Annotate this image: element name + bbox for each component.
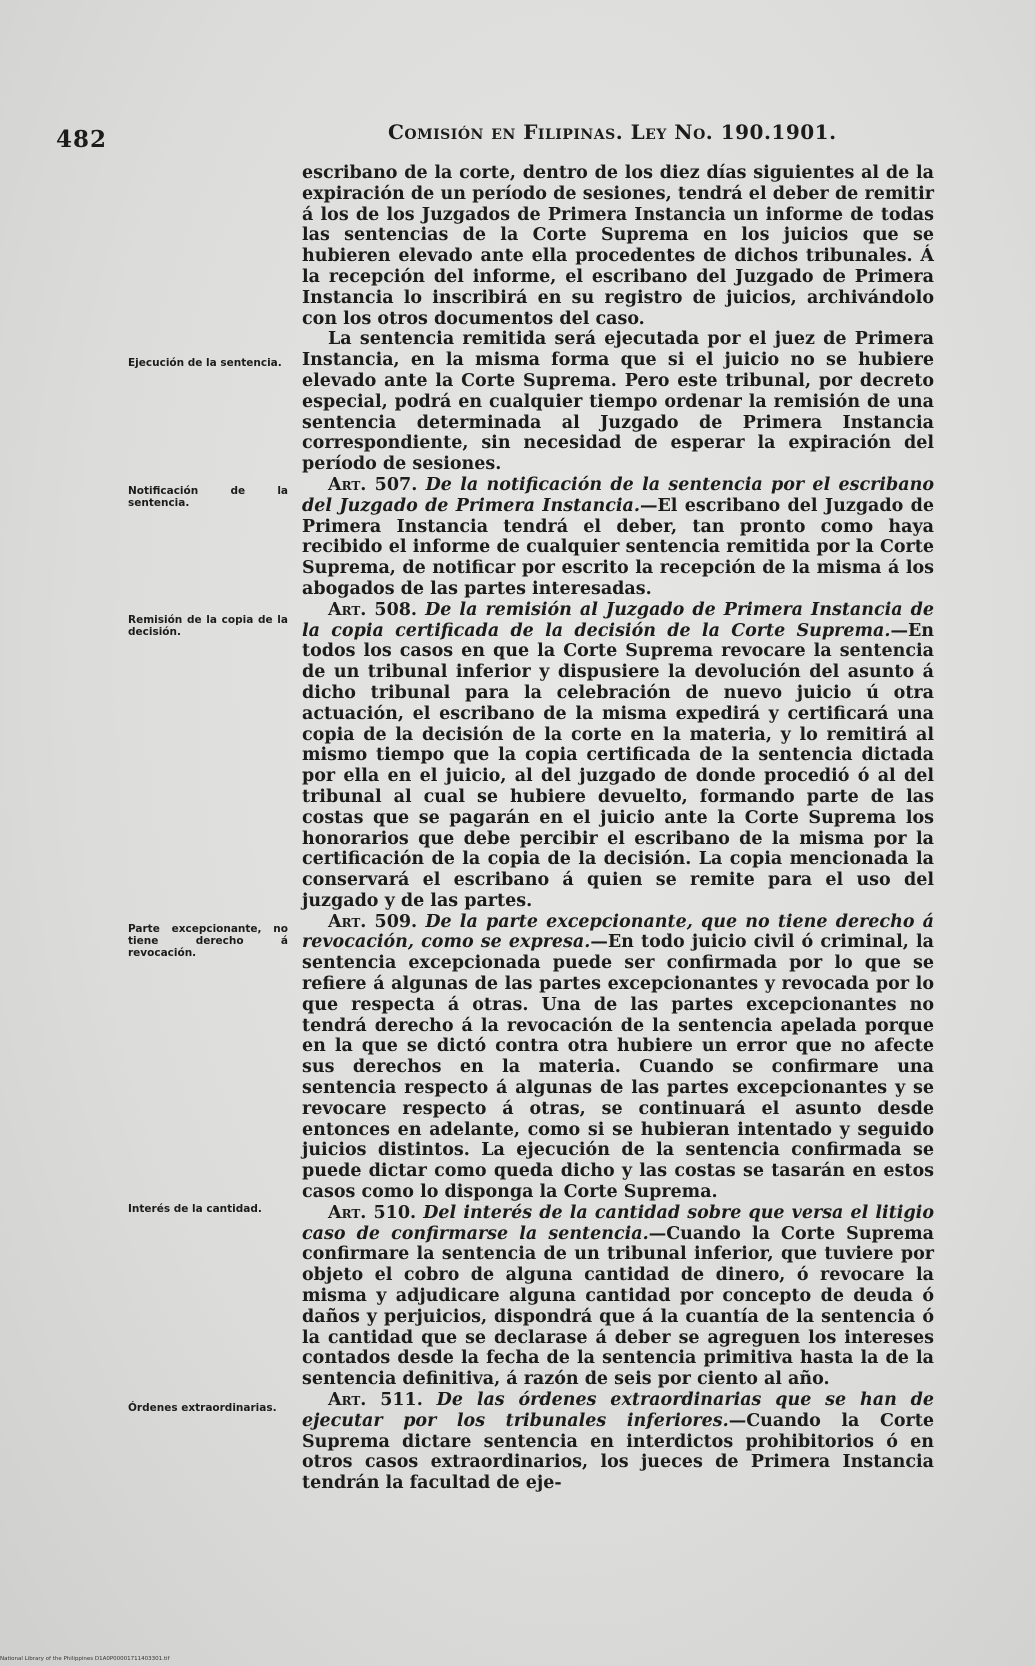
- article-text: —El escribano del Juzgado de Primera Instancia tendrá el deber, tan pronto como haya recibido el informe de cualquier sentencia remitida por la Corte Suprema, de notificar por escrito la recepción de la misma á los abogados de las partes interesadas.: [302, 495, 934, 599]
- article-number: Art. 508.: [328, 599, 418, 620]
- scan-footer: National Library of the Philippines D1A0P00001711403301.tif: [0, 1656, 170, 1662]
- article-509: [302, 912, 934, 1203]
- article-title: Del interés de la cantidad sobre que versa el litigio caso de confirmarse la sentencia.: [302, 1202, 934, 1244]
- paragraph-text: escribano de la corte, dentro de los diez días siguientes al de la expiración de un período de sesiones, tendrá el deber de remitir á los de los Juzgados de Primera Instancia un informe de todas las sentencias de la Corte Suprema en los juicios que se hubieren elevado ante ella procedentes de dichos tribunales. Á la recepción del informe, el escribano del Juzgado de Primera Instancia lo inscribirá en su registro de juicios, archivándolo con los otros documentos del caso.: [302, 163, 934, 329]
- margin-note-interes: Interés de la cantidad.: [128, 1203, 262, 1215]
- article-text: —En todos los casos en que la Corte Suprema revocare la sentencia de un tribunal inferior y dispusiere la devolución del asunto á dicho tribunal para la celebración de nuevo juicio ú otra actuación, el escribano de la misma expedirá y certificará una copia de la decisión de la corte en la materia, y lo remitirá al mismo tiempo que la copia certificada de la sentencia dictada por ella en el juicio, al del juzgado de donde procedió ó al del tribunal al cual se hubiere devuelto, formando parte de las costas que se pagarán en el juicio ante la Corte Suprema los honorarios que debe percibir el escribano de la misma por la certificación de la copia de la decisión. La copia mencionada la conservará el escribano á quien se remite para el uso del juzgado y de las partes.: [302, 620, 934, 911]
- page-number: 482: [56, 126, 108, 153]
- article-number: Art. 507.: [328, 474, 418, 495]
- margin-note-remision: Remisión de la copia de la decisión.: [128, 614, 288, 638]
- article-number: Art. 510.: [328, 1202, 417, 1223]
- article-number: Art. 511.: [328, 1390, 423, 1411]
- paragraph-continuation: [302, 163, 934, 329]
- article-511: [302, 1390, 934, 1494]
- article-text: —Cuando la Corte Suprema confirmare la sentencia de un tribunal inferior, que tuviere por objeto el cobro de alguna cantidad de dinero, ó revocare la misma y adjudicare alguna cantidad por concepto de deuda ó daños y perjuicios, dispondrá que á la cuantía de la sentencia ó la cantidad que se declarase á deber se agreguen los intereses contados desde la fecha de la sentencia primitiva hasta la de la sentencia definitiva, á razón de seis por ciento al año.: [302, 1223, 934, 1390]
- margin-note-ordenes: Órdenes extraordinarias.: [128, 1402, 277, 1414]
- article-title: De la remisión al Juzgado de Primera Instancia de la copia certificada de la decisión de la Corte Suprema.: [302, 599, 935, 641]
- margin-note-ejecucion: Ejecución de la sentencia.: [128, 357, 282, 369]
- article-title: De la notificación de la sentencia por el escribano del Juzgado de Primera Instancia.: [302, 474, 935, 516]
- margin-note-notificacion: Notificación de la sentencia.: [128, 485, 288, 509]
- article-title: De las órdenes extraordinarias que se han de ejecutar por los tribunales inferiores.: [302, 1390, 934, 1431]
- paragraph-ejecucion: [302, 329, 934, 475]
- body-text: [302, 163, 934, 1494]
- paragraph-text: La sentencia remitida será ejecutada por el juez de Primera Instancia, en la misma forma que si el juicio no se hubiere elevado ante la Corte Suprema. Pero este tribunal, por decreto especial, podrá en cualquier tiempo ordenar la remisión de una sentencia determinada al Juzgado de Primera Instancia correspondiente, sin necesidad de esperar la expiración del período de sesiones.: [302, 329, 934, 475]
- article-number: Art. 509.: [328, 911, 418, 932]
- article-text: —Cuando la Corte Suprema dictare sentencia en interdictos prohibitorios ó en otros casos extraordinarios, los jueces de Primera Instancia tendrán la facultad de eje-: [302, 1410, 934, 1494]
- article-507: [302, 475, 934, 600]
- article-510: [302, 1203, 934, 1390]
- margin-note-parte-excepcionante: Parte excepcionante, no tiene derecho á revocación.: [128, 923, 288, 959]
- article-508: [302, 600, 934, 912]
- running-head: Comisión en Filipinas. Ley No. 190.1901.: [388, 120, 837, 144]
- article-text: —En todo juicio civil ó criminal, la sentencia excepcionada puede ser confirmada por lo que se refiere á algunas de las partes excepcionantes y revocada por lo que respecta á otras. Una de las partes excepcionantes no tendrá derecho á la revocación de la sentencia apelada porque en la que se dictó contra otra hubiere un error que no afecte sus derechos en la materia. Cuando se confirmare una sentencia respecto á algunas de las partes excepcionantes y se revocare respecto á otras, se continuará el asunto desde entonces en adelante, como si se hubieran intentado y seguido juicios distintos. La ejecución de la sentencia confirmada se puede dictar como queda dicho y las costas se tasarán en estos casos como lo disponga la Corte Suprema.: [302, 932, 934, 1203]
- article-title: De la parte excepcionante, que no tiene derecho á revocación, como se expresa.: [302, 911, 934, 953]
